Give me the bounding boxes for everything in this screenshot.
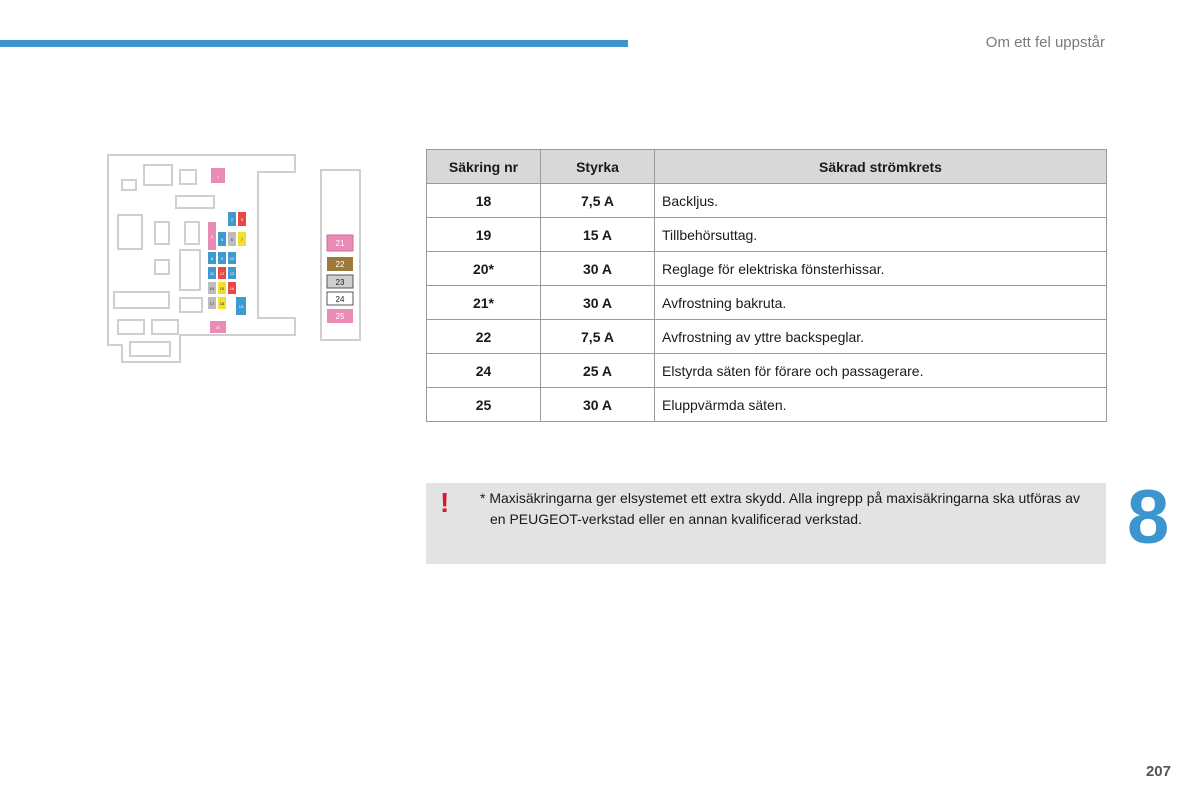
- fuse-11: [208, 267, 216, 279]
- svg-text:14: 14: [209, 286, 215, 291]
- side-fuse-24: [327, 292, 353, 305]
- fuse-6: [228, 232, 236, 246]
- fuse-16: [228, 282, 236, 294]
- fuse-number: 22: [427, 320, 541, 354]
- table-row: [427, 286, 1107, 320]
- svg-text:13: 13: [229, 271, 235, 276]
- fuse-amperage: 25 A: [541, 354, 655, 388]
- fuse-number: 18: [427, 184, 541, 218]
- side-fuse-25: [327, 309, 353, 323]
- fuse-4: [208, 222, 216, 250]
- fuse-2: [228, 212, 236, 226]
- fuse-5: [218, 232, 226, 246]
- svg-text:20: 20: [215, 325, 221, 330]
- header-amperage: Styrka: [541, 150, 655, 184]
- fuse-3: [238, 212, 246, 226]
- fuse-19: [236, 297, 246, 315]
- fuse-10: [228, 252, 236, 264]
- table-row: [427, 184, 1107, 218]
- fuse-1: [211, 168, 225, 183]
- table-row: [427, 354, 1107, 388]
- fuse-amperage: 7,5 A: [541, 320, 655, 354]
- table-row: [427, 218, 1107, 252]
- header-circuit: Säkrad strömkrets: [655, 150, 1107, 184]
- fuse-18: [218, 297, 226, 309]
- svg-text:24: 24: [335, 295, 345, 304]
- fuse-17: [208, 297, 216, 309]
- fuse-amperage: 30 A: [541, 286, 655, 320]
- chapter-number: 8: [1127, 475, 1170, 560]
- svg-text:19: 19: [238, 304, 244, 309]
- fuse-number: 25: [427, 388, 541, 422]
- fuse-box-diagram: [100, 150, 370, 365]
- fuse-number: 24: [427, 354, 541, 388]
- svg-text:16: 16: [229, 286, 235, 291]
- fuse-7: [238, 232, 246, 246]
- note-text: * Maxisäkringarna ger elsystemet ett extra skydd. Alla ingrepp på maxisäkringarna ska utföras av en PEUGEOT-verkstad eller en annan kvalificerad verkstad.: [480, 490, 1080, 527]
- svg-text:17: 17: [209, 301, 215, 306]
- fuse-number: 19: [427, 218, 541, 252]
- fuse-14: [208, 282, 216, 294]
- side-fuse-23: [327, 275, 353, 288]
- svg-text:10: 10: [229, 256, 235, 261]
- svg-text:4: 4: [210, 234, 214, 239]
- fuse-13: [228, 267, 236, 279]
- svg-text:9: 9: [220, 256, 224, 261]
- table-row: [427, 388, 1107, 422]
- fuse-circuit: Reglage för elektriska fönsterhissar.: [655, 252, 1107, 286]
- svg-text:12: 12: [219, 271, 225, 276]
- header-fuse-number: Säkring nr: [427, 150, 541, 184]
- svg-text:2: 2: [230, 217, 234, 222]
- fuse-circuit: Eluppvärmda säten.: [655, 388, 1107, 422]
- svg-text:18: 18: [219, 301, 225, 306]
- svg-text:5: 5: [220, 237, 224, 242]
- page-number: 207: [1145, 763, 1171, 780]
- svg-text:25: 25: [335, 312, 345, 321]
- fuse-amperage: 7,5 A: [541, 184, 655, 218]
- top-accent-bar: [0, 40, 628, 47]
- fuse-circuit: Avfrostning bakruta.: [655, 286, 1107, 320]
- fuse-table: [426, 149, 1107, 422]
- svg-text:3: 3: [240, 217, 244, 222]
- fuse-20: [210, 321, 226, 333]
- fuse-amperage: 30 A: [541, 252, 655, 286]
- fuse-number: 20*: [427, 252, 541, 286]
- fuse-15: [218, 282, 226, 294]
- svg-text:11: 11: [209, 271, 215, 276]
- fuse-9: [218, 252, 226, 264]
- fuse-amperage: 15 A: [541, 218, 655, 252]
- table-header-row: [427, 150, 1107, 184]
- svg-text:1: 1: [216, 174, 220, 179]
- section-title: Om ett fel uppstår: [985, 34, 1105, 51]
- svg-text:23: 23: [335, 278, 345, 287]
- fuse-8: [208, 252, 216, 264]
- svg-text:7: 7: [240, 237, 244, 242]
- fuse-number: 21*: [427, 286, 541, 320]
- exclamation-icon: !: [440, 487, 450, 518]
- fuse-12: [218, 267, 226, 279]
- fuse-amperage: 30 A: [541, 388, 655, 422]
- fuse-circuit: Avfrostning av yttre backspeglar.: [655, 320, 1107, 354]
- svg-text:8: 8: [210, 256, 214, 261]
- side-fuse-22: [327, 257, 353, 271]
- svg-text:22: 22: [335, 260, 345, 269]
- table-row: [427, 320, 1107, 354]
- table-row: [427, 252, 1107, 286]
- fuse-circuit: Backljus.: [655, 184, 1107, 218]
- svg-text:21: 21: [335, 239, 345, 248]
- fuse-circuit: Tillbehörsuttag.: [655, 218, 1107, 252]
- maxi-fuse-note: [426, 483, 1106, 564]
- svg-text:15: 15: [219, 286, 225, 291]
- svg-text:6: 6: [230, 237, 234, 242]
- fuse-circuit: Elstyrda säten för förare och passagerare.: [655, 354, 1107, 388]
- side-fuse-21: [327, 235, 353, 251]
